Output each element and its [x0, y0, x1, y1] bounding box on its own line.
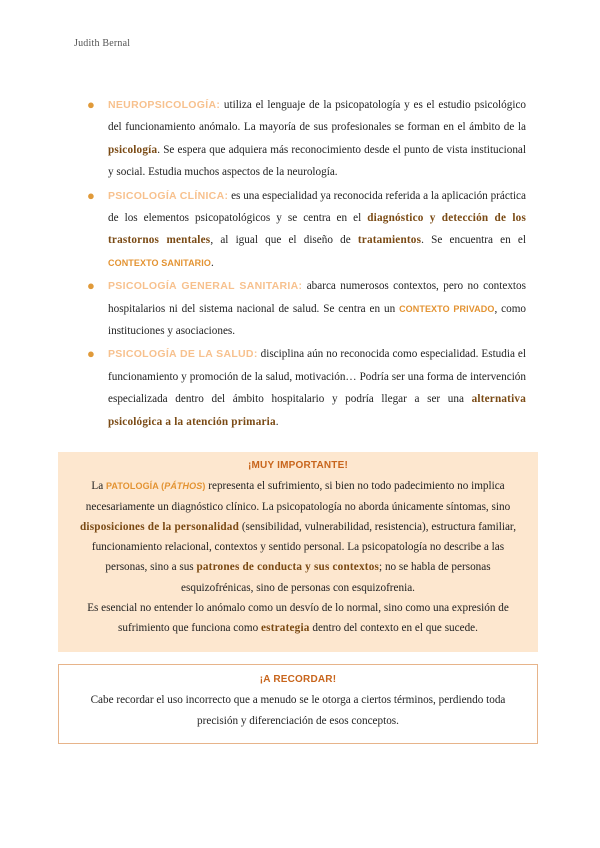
term-label: PSICOLOGÍA DE LA SALUD: — [108, 348, 258, 361]
pathology-tag — [106, 481, 205, 491]
context-tag: CONTEXTO PRIVADO — [399, 303, 495, 314]
emphasis-text: alternativa psicológica a la atención primaria — [108, 393, 526, 428]
bullet-icon: ● — [87, 346, 95, 362]
remember-box — [58, 664, 538, 744]
item-text: . Se encuentra en el — [421, 234, 526, 247]
box-text: (sensibilidad, vulnerabilidad, resistencia), estructura familiar, funcionamiento relacional, contextos y sentido personal. La psicopatología no describe a las personas, sino a sus — [91, 520, 516, 574]
emphasis-text: tratamientos — [357, 234, 422, 247]
context-tag: CONTEXTO SANITARIO — [108, 257, 211, 268]
specialties-list — [84, 94, 526, 434]
list-item-psicologia-de-la-salud — [84, 343, 526, 433]
bullet-icon: ● — [87, 97, 95, 112]
item-text: . Se espera que adquiera más reconocimiento desde el punto de vista institucional y social. Estudia muchos aspectos de la neurología. — [108, 143, 526, 179]
important-title: ¡MUY IMPORTANTE! — [247, 460, 349, 471]
bullet-icon: ● — [87, 278, 95, 294]
term-label: PSICOLOGÍA CLÍNICA: — [108, 189, 229, 202]
pathos-term: PÁTHOS — [164, 481, 203, 492]
emphasis-text: psicología — [108, 143, 158, 156]
important-box — [58, 452, 538, 652]
box-text: dentro del contexto en el que sucede. — [309, 622, 478, 635]
item-text: abarca numerosos contextos, pero no contextos hospitalarios ni del sistema nacional de salud. Se centra en un — [108, 280, 526, 315]
item-text: , como instituciones y asociaciones. — [108, 302, 526, 338]
important-paragraph-2 — [72, 598, 524, 639]
box-text: Es esencial no entender lo anómalo como un desvío de lo normal, sino como una expresión de sufrimiento que funciona como — [87, 602, 509, 635]
item-text: , al igual que el diseño de — [210, 234, 358, 247]
item-text: es una especialidad ya reconocida referida a la aplicación práctica de los elementos psicopatológicos y se centra en el — [108, 189, 526, 225]
emphasis-text: patrones de conducta y sus contextos — [196, 561, 380, 574]
term-label: PSICOLOGÍA GENERAL SANITARIA: — [108, 280, 303, 293]
box-text: ; no se habla de personas esquizofrénicas, sino de personas con esquizofrenia. — [181, 561, 491, 594]
remember-title: ¡A RECORDAR! — [259, 674, 337, 685]
list-item-psicologia-clinica — [84, 185, 526, 275]
pathology-tag-text: PATOLOGÍA ( — [105, 481, 165, 492]
page-header-author: Judith Bernal — [74, 38, 131, 49]
item-text: utiliza el lenguaje de la psicopatología y es el estudio psicológico del funcionamiento anómalo. La mayoría de sus profesionales se forman en el ámbito de la — [108, 99, 526, 134]
emphasis-text: diagnóstico y detección de los trastornos mentales — [108, 212, 526, 247]
pathology-tag-close: ) — [202, 481, 206, 492]
list-item-neuropsicologia — [84, 94, 526, 184]
item-text: . — [210, 256, 214, 269]
box-text: representa el sufrimiento, si bien no todo padecimiento no implica necesariamente un diagnóstico clínico. La psicopatología no aborda únicamente síntomas, sino — [85, 480, 511, 513]
emphasis-text: disposiciones de la personalidad — [80, 520, 240, 533]
list-item-psicologia-general-sanitaria — [84, 275, 526, 342]
emphasis-text: estrategia — [260, 622, 310, 635]
remember-text: Cabe recordar el uso incorrecto que a menudo se le otorga a ciertos términos, perdiendo toda precisión y diferenciación de esos conceptos. — [90, 694, 506, 727]
important-paragraph-1 — [72, 476, 524, 598]
term-label: NEUROPSICOLOGÍA: — [108, 99, 221, 111]
item-text: . — [275, 415, 279, 428]
item-text: disciplina aún no reconocida como especialidad. Estudia el funcionamiento y promoción de la salud, motivación… Podría ser una forma de intervención especializada dentro del ámbito hospitalario y podría llegar a ser una — [108, 348, 527, 406]
bullet-icon: ● — [87, 187, 95, 203]
box-text: La — [91, 480, 106, 493]
